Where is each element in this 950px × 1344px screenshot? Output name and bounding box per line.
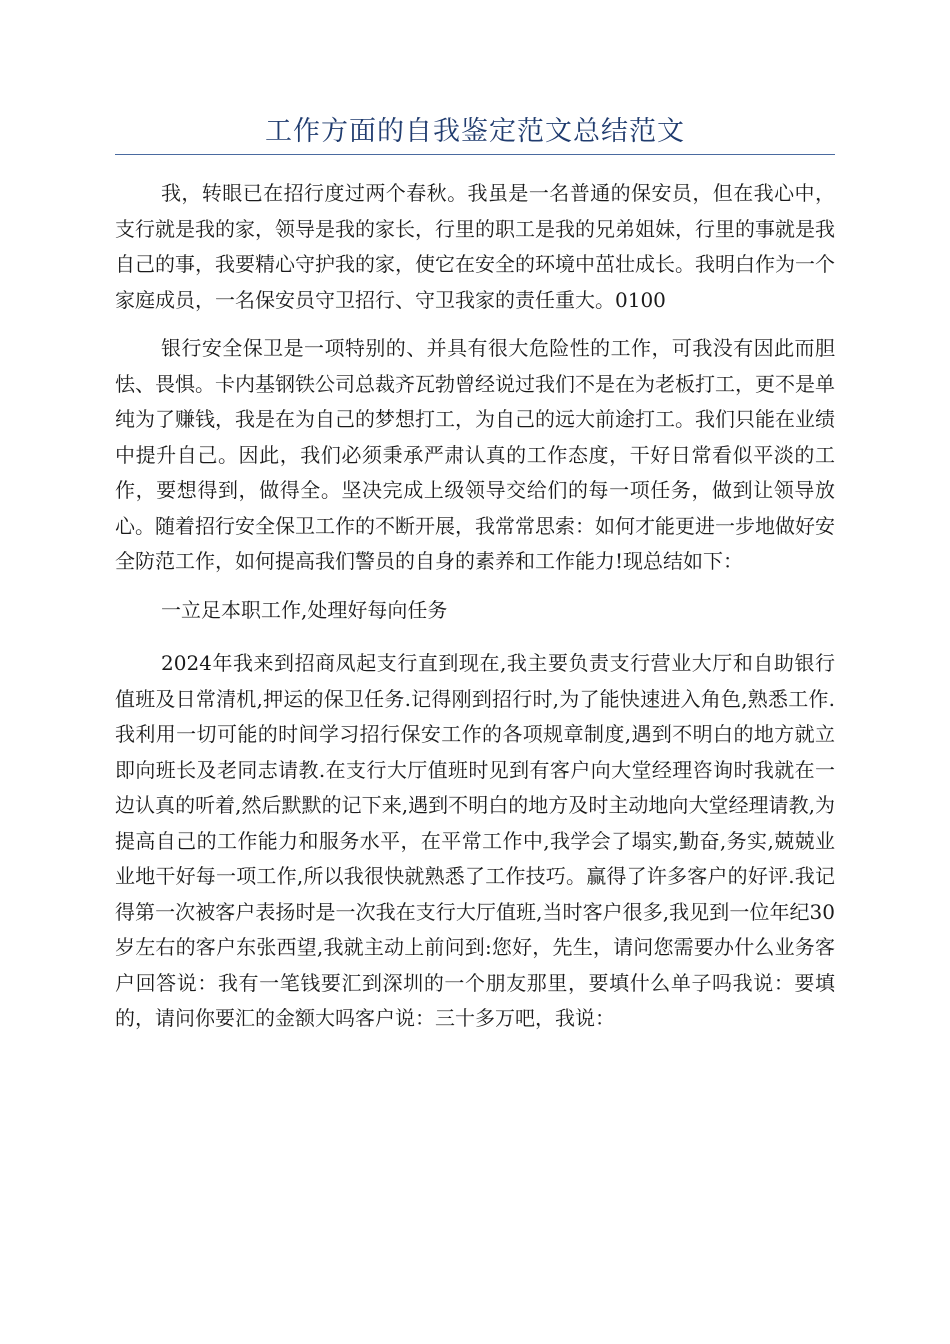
paragraph-security-work: 银行安全保卫是一项特别的、并具有很大危险性的工作，可我没有因此而胆怯、畏惧。卡内基钢铁公司总裁齐瓦勃曾经说过我们不是在为老板打工，更不是单纯为了赚钱，我是在为自己的梦想打工，为自己的远大前途打工。我们只能在业绩中提升自己。因此，我们必须秉承严肃认真的工作态度，干好日常看似平淡的工作，要想得到，做得全。坚决完成上级领导交给们的每一项任务，做到让领导放心。随着招行安全保卫工作的不断开展，我常常思索：如何才能更进一步地做好安全防范工作，如何提高我们警员的自身的素养和工作能力!现总结如下： <box>115 336 835 573</box>
title-underline <box>115 154 835 155</box>
paragraph-experience: 2024年我来到招商凤起支行直到现在,我主要负责支行营业大厅和自助银行值班及日常清机,押运的保卫任务.记得刚到招行时,为了能快速进入角色,熟悉工作.我利用一切可能的时间学习招行保安工作的各项规章制度,遇到不明白的地方就立即向班长及老同志请教.在支行大厅值班时见到有客户向大堂经理咨询时我就在一边认真的听着,然后默默的记下来,遇到不明白的地方及时主动地向大堂经理请教,为提高自己的工作能力和服务水平，在平常工作中,我学会了塌实,勤奋,务实,兢兢业业地干好每一项工作,所以我很快就熟悉了工作技巧。赢得了许多客户的好评.我记得第一次被客户表扬时是一次我在支行大厅值班,当时客户很多,我见到一位年纪30岁左右的客户东张西望,我就主动上前问到:您好，先生，请问您需要办什么业务客户回答说：我有一笔钱要汇到深圳的一个朋友那里，要填什么单子吗我说：要填的，请问你要汇的金额大吗客户说：三十多万吧，我说： <box>115 651 835 1030</box>
document-title: 工作方面的自我鉴定范文总结范文 <box>265 116 685 147</box>
document-body <box>115 176 835 1050</box>
paragraph-intro: 我，转眼已在招行度过两个春秋。我虽是一名普通的保安员，但在我心中，支行就是我的家，领导是我的家长，行里的职工是我的兄弟姐妹，行里的事就是我自己的事，我要精心守护我的家，使它在安全的环境中茁壮成长。我明白作为一个家庭成员，一名保安员守卫招行、守卫我家的责任重大。0100 <box>115 181 835 312</box>
section-heading: 一立足本职工作,处理好每向任务 <box>161 597 448 622</box>
